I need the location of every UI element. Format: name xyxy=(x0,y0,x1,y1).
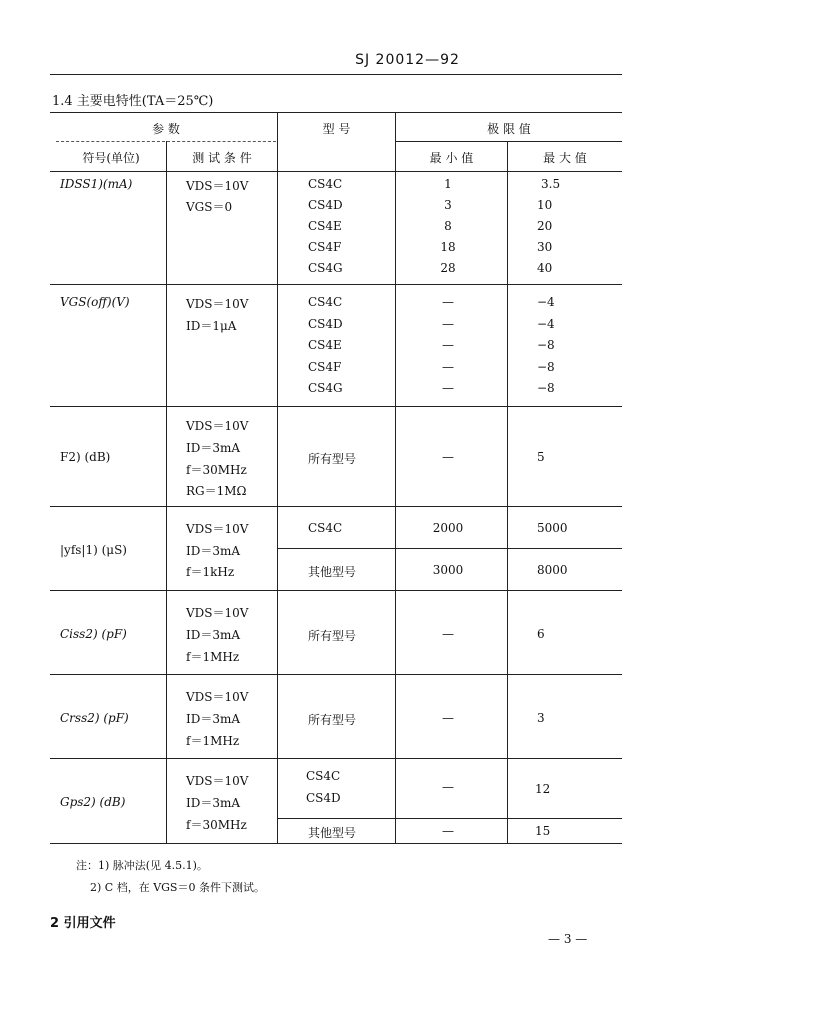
group-rule-2 xyxy=(50,406,622,407)
condition: f＝1MHz xyxy=(186,734,240,748)
note-1: 注：1) 脉冲法(见 4.5.1)。 xyxy=(76,859,208,872)
condition: VDS＝10V xyxy=(186,522,249,536)
table-top-rule xyxy=(50,112,622,113)
max-cell: −4 xyxy=(537,317,555,331)
max-cell: 3.5 xyxy=(541,177,561,191)
max-cell: 40 xyxy=(537,261,553,275)
min-cell: — xyxy=(442,627,454,641)
type-cell: CS4G xyxy=(308,381,343,395)
max-cell: 30 xyxy=(537,240,553,254)
min-cell: — xyxy=(442,360,454,374)
condition: VDS＝10V xyxy=(186,297,249,311)
symbol-idss: IDSS1)(mA) xyxy=(60,177,133,191)
symbol-crss: Crss2) (pF) xyxy=(60,711,129,725)
min-cell: — xyxy=(442,317,454,331)
type-cell: CS4F xyxy=(308,360,342,374)
max-cell: −8 xyxy=(537,338,555,352)
max-cell: 3 xyxy=(537,711,545,725)
max-cell: −8 xyxy=(537,360,555,374)
condition: ID＝3mA xyxy=(186,544,241,558)
max-cell: −4 xyxy=(537,295,555,309)
condition: ID＝3mA xyxy=(186,796,241,810)
head-param: 参 数 xyxy=(152,122,180,136)
condition: f＝1kHz xyxy=(186,565,235,579)
max-cell: 8000 xyxy=(537,563,568,577)
min-cell: — xyxy=(442,381,454,395)
min-cell: — xyxy=(442,711,454,725)
section-title: 1.4 主要电特性(TA＝25℃) xyxy=(52,94,214,109)
row-rule-gps xyxy=(277,818,622,819)
condition: VDS＝10V xyxy=(186,606,249,620)
condition: RG＝1MΩ xyxy=(186,484,247,498)
condition: VDS＝10V xyxy=(186,419,249,433)
symbol-ciss: Ciss2) (pF) xyxy=(60,627,127,641)
type-cell: 其他型号 xyxy=(308,565,357,579)
header-divider-limit xyxy=(395,141,622,142)
type-cell: 其他型号 xyxy=(308,826,357,840)
min-cell: 2000 xyxy=(432,521,464,535)
note-2: 2) C 档，在 VGS＝0 条件下测试。 xyxy=(90,881,265,894)
min-cell: 3 xyxy=(444,198,452,212)
min-cell: 8 xyxy=(444,219,452,233)
type-cell: CS4F xyxy=(308,240,342,254)
condition: VDS＝10V xyxy=(186,179,249,193)
row-rule-yfs xyxy=(277,548,622,549)
type-cell: CS4C xyxy=(308,177,343,191)
max-cell: 5000 xyxy=(537,521,568,535)
type-cell: CS4D xyxy=(306,791,341,805)
head-type: 型 号 xyxy=(322,122,351,136)
condition: f＝1MHz xyxy=(186,650,240,664)
header-rule xyxy=(50,74,622,75)
group-rule-5 xyxy=(50,674,622,675)
col-divider-3 xyxy=(395,112,396,843)
group-rule-3 xyxy=(50,506,622,507)
head-symbol: 符号(单位) xyxy=(82,151,140,165)
head-conditions: 测 试 条 件 xyxy=(192,151,252,165)
condition: VDS＝10V xyxy=(186,690,249,704)
min-cell: 1 xyxy=(444,177,452,191)
table-bottom-rule xyxy=(50,843,622,844)
type-cell: CS4D xyxy=(308,317,343,331)
type-cell: CS4C xyxy=(308,521,343,535)
symbol-vgs-off: VGS(off)(V) xyxy=(60,295,130,309)
type-cell: CS4C xyxy=(308,295,343,309)
col-divider-1 xyxy=(166,141,167,843)
type-cell: 所有型号 xyxy=(308,629,357,643)
max-cell: 20 xyxy=(537,219,553,233)
max-cell: 15 xyxy=(535,824,551,838)
symbol-yfs: |yfs|1) (μS) xyxy=(60,543,127,557)
condition: VDS＝10V xyxy=(186,774,249,788)
condition: f＝30MHz xyxy=(186,463,247,477)
min-cell: — xyxy=(442,450,454,464)
max-cell: 10 xyxy=(537,198,553,212)
min-cell: 3000 xyxy=(432,563,464,577)
condition: ID＝3mA xyxy=(186,628,241,642)
symbol-gps: Gps2) (dB) xyxy=(60,795,126,809)
min-cell: — xyxy=(442,295,454,309)
max-cell: −8 xyxy=(537,381,555,395)
type-cell: 所有型号 xyxy=(308,452,357,466)
condition: ID＝3mA xyxy=(186,712,241,726)
group-rule-1 xyxy=(50,284,622,285)
symbol-noise-figure: F2) (dB) xyxy=(60,450,111,464)
col-divider-2 xyxy=(277,112,278,843)
min-cell: 18 xyxy=(440,240,456,254)
section-2-title: 2 引用文件 xyxy=(50,916,116,931)
type-cell: CS4E xyxy=(308,338,342,352)
min-cell: — xyxy=(442,824,454,838)
condition: f＝30MHz xyxy=(186,818,247,832)
min-cell: — xyxy=(442,338,454,352)
min-cell: — xyxy=(442,780,454,794)
max-cell: 6 xyxy=(537,627,545,641)
type-cell: CS4E xyxy=(308,219,342,233)
type-cell: CS4C xyxy=(306,769,341,783)
condition: ID＝3mA xyxy=(186,441,241,455)
head-limit: 极 限 值 xyxy=(487,122,531,136)
head-max: 最 大 值 xyxy=(543,151,587,165)
type-cell: CS4D xyxy=(308,198,343,212)
group-rule-6 xyxy=(50,758,622,759)
type-cell: 所有型号 xyxy=(308,713,357,727)
type-cell: CS4G xyxy=(308,261,343,275)
max-cell: 12 xyxy=(535,782,551,796)
min-cell: 28 xyxy=(440,261,456,275)
page-number: — 3 — xyxy=(548,932,588,946)
head-min: 最 小 值 xyxy=(429,151,474,165)
group-rule-4 xyxy=(50,590,622,591)
header-bottom-rule xyxy=(50,171,622,172)
document-code: SJ 20012—92 xyxy=(355,52,460,68)
condition: VGS＝0 xyxy=(186,200,233,214)
col-divider-4 xyxy=(507,141,508,843)
max-cell: 5 xyxy=(537,450,545,464)
condition: ID＝1μA xyxy=(186,319,237,333)
